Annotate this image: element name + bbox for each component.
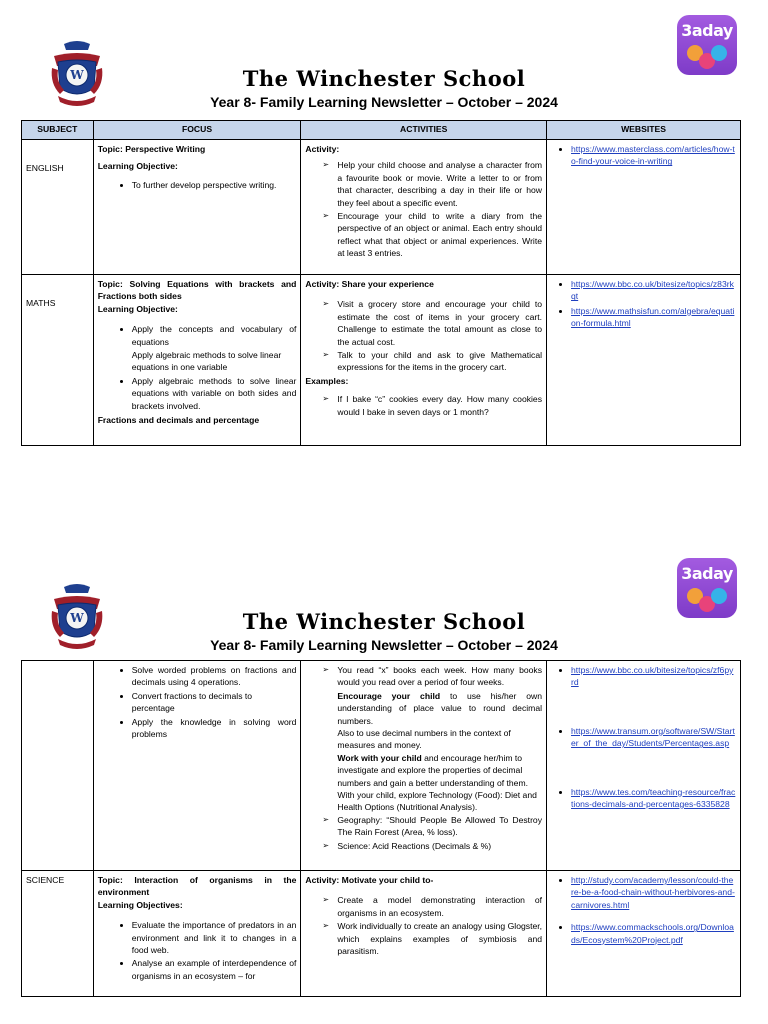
table-row-maths-continued (22, 661, 741, 871)
newsletter-table-page1 (21, 120, 741, 446)
focus-english (93, 140, 301, 275)
focus-maths-continued (93, 661, 301, 871)
topic: Topic: Interaction of organisms in the environment (97, 875, 297, 898)
website-link[interactable]: https://www.transum.org/software/SW/Starter_of_the_day/Students/Percentages.asp (571, 725, 735, 749)
list-item: ➢ Encourage your child to write a diary from the perspective of an object or animal. Each entry should reflect what that object or animal experiences. Write at least 3 entries. (337, 210, 542, 260)
table-header-row (22, 121, 741, 140)
list-item: ➢ Work individually to create an analogy using Glogster, which explains examples of symbiosis and parasitism. (337, 920, 542, 957)
header-focus: FOCUS (93, 121, 301, 140)
newsletter-table-page2 (21, 660, 741, 997)
also-paragraph: Also to use decimal numbers in the context of measures and money. (337, 728, 511, 751)
websites-english (547, 140, 741, 275)
objective-label: Learning Objective: (97, 303, 178, 314)
websites-maths-continued (547, 661, 741, 871)
encourage-paragraph: Encourage your child to use his/her own understanding of place value to round decimal numbers. (337, 690, 543, 726)
list-item: Apply algebraic methods to solve linear equations in one variable (131, 350, 282, 373)
focus-footer: Fractions and decimals and percentage (97, 415, 260, 426)
activities-science (301, 871, 547, 997)
activities-maths-continued (301, 661, 547, 871)
websites-science (547, 871, 741, 997)
list-item: • Analyse an example of interdependence of organisms in an ecosystem – for (132, 957, 297, 982)
list-item: ➢ If I bake “c” cookies every day. How many cookies would I bake in seven days or 1 month? (337, 393, 542, 418)
subject-maths: MATHS (22, 275, 94, 446)
activity-label: Activity: Motivate your child to- (305, 875, 434, 885)
list-item: ➢ Science: Acid Reactions (Decimals & %) (337, 840, 542, 852)
header-activities: ACTIVITIES (301, 121, 547, 140)
badge-text: 3aday (681, 564, 733, 583)
list-item: ➢ You read “x” books each week. How many books would you read over a period of four weeks. (337, 664, 542, 689)
list-item: ➢ Geography: “Should People Be Allowed To Destroy The Rain Forest (Area, % loss). (337, 814, 542, 839)
work-paragraph: Work with your child and encourage her/him to investigate and explore the properties of decimal numbers and gain a better understanding of them. With your child, explore Technology (Food): Diet and Health Options (Nutritional Analysis). (337, 752, 537, 813)
list-item: • Apply the concepts and vocabulary of equations (132, 323, 297, 348)
subject-empty (22, 661, 94, 871)
activity-label: Activity: Share your experience (305, 279, 434, 289)
activities-maths (301, 275, 547, 446)
objective-label: Learning Objective: (97, 161, 178, 172)
list-item: • Apply algebraic methods to solve linear equations with variable on both sides and brackets involved. (132, 375, 297, 412)
website-link[interactable]: https://www.commackschools.org/Downloads/Ecosystem%20Project.pdf (571, 922, 734, 945)
activities-english (301, 140, 547, 275)
list-item: • Evaluate the importance of predators in an environment and link it to changes in a food web. (132, 919, 297, 956)
website-link[interactable]: https://www.masterclass.com/articles/how-to-find-your-voice-in-writing (571, 144, 735, 167)
header-subject: SUBJECT (22, 121, 94, 140)
website-link[interactable]: https://www.tes.com/teaching-resource/fractions-decimals-and-percentages-6335828 (571, 786, 736, 810)
list-item: • Apply the knowledge in solving word problems (132, 716, 297, 741)
svg-text:W: W (70, 611, 84, 625)
list-item: ➢ Visit a grocery store and encourage your child to estimate the cost of items in your grocery cart. Challenge to estimate the total amount as close to the actual cost. (337, 298, 542, 348)
website-link[interactable]: https://www.bbc.co.uk/bitesize/topics/zf6pyrd (571, 665, 734, 688)
table-row-science (22, 871, 741, 997)
list-item: • Convert fractions to decimals to percentage (132, 690, 297, 715)
focus-science (93, 871, 301, 997)
list-item: • Solve worded problems on fractions and decimals using 4 operations. (132, 664, 297, 689)
list-item: ➢ Talk to your child and ask to give Mathematical expressions for the items in the grocery cart. (337, 349, 542, 374)
website-link[interactable]: http://study.com/academy/lesson/could-there-be-a-food-chain-without-herbivores-and-carnivores.html (571, 875, 735, 910)
website-link[interactable]: https://www.mathsisfun.com/algebra/equation-formula.html (571, 305, 735, 329)
newsletter-subtitle: Year 8- Family Learning Newsletter – October – 2024 (210, 637, 558, 653)
list-item: ➢ Help your child choose and analyse a character from a favourite book or movie. Write a letter to or from that character, describing a day in their life or how they feel about a specific event. (337, 159, 542, 209)
header-websites: WEBSITES (547, 121, 741, 140)
subject-science: SCIENCE (22, 871, 94, 997)
list-item: ➢ Create a model demonstrating interaction of organisms in an ecosystem. (337, 894, 542, 919)
school-name: The Winchester School (242, 609, 526, 634)
table-row-english (22, 140, 741, 275)
subject-english: ENGLISH (22, 140, 94, 275)
table-row-maths (22, 275, 741, 446)
topic: Topic: Solving Equations with brackets and Fractions both sides (97, 279, 297, 302)
website-link[interactable]: https://www.bbc.co.uk/bitesize/topics/z83rkqt (571, 279, 734, 302)
objective-label: Learning Objectives: (97, 899, 183, 910)
activity-label: Activity: (305, 144, 340, 154)
svg-text:W: W (70, 68, 84, 82)
examples-label: Examples: (305, 375, 349, 386)
newsletter-subtitle: Year 8- Family Learning Newsletter – October – 2024 (210, 94, 558, 110)
school-name: The Winchester School (242, 66, 526, 91)
websites-maths (547, 275, 741, 446)
focus-maths (93, 275, 301, 446)
badge-text: 3aday (681, 21, 733, 40)
list-item: • To further develop perspective writing. (132, 179, 297, 191)
topic: Topic: Perspective Writing (97, 144, 206, 154)
